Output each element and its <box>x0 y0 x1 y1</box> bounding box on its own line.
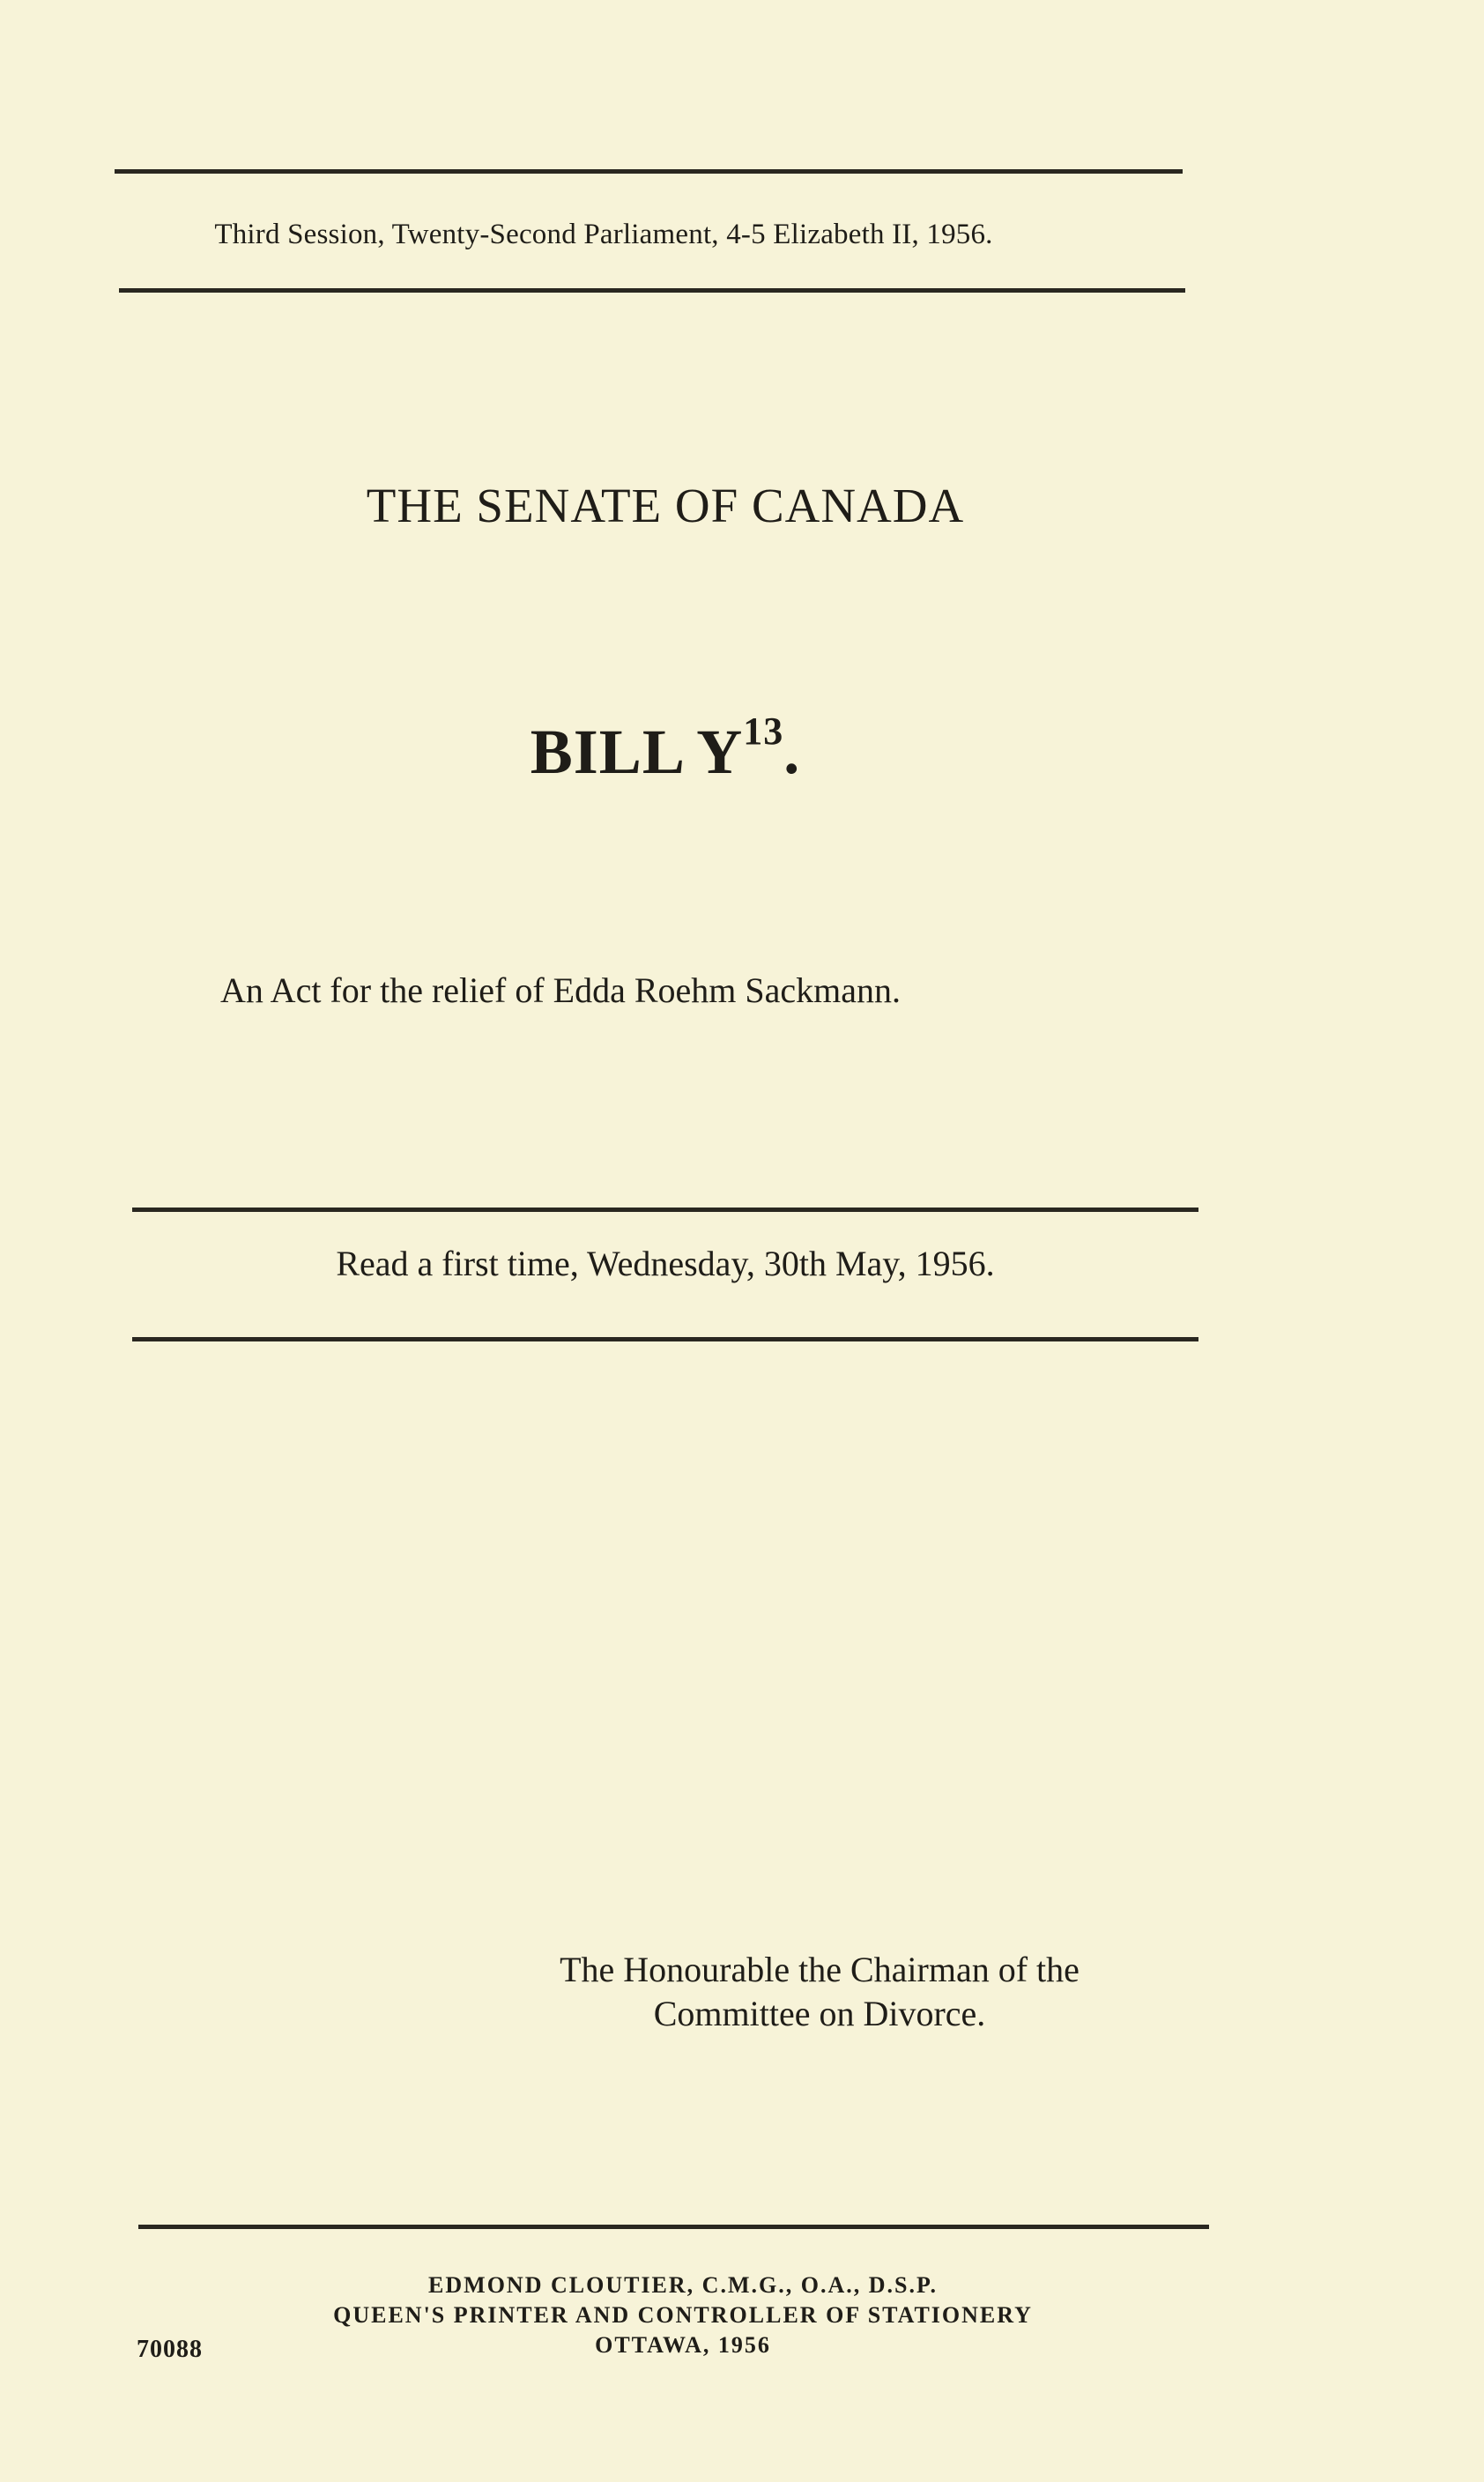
printer-imprint <box>220 2270 1146 2360</box>
bill-number: 13 <box>743 710 784 753</box>
senate-title: THE SENATE OF CANADA <box>366 479 965 532</box>
reading-rule-lower <box>132 1337 1198 1341</box>
bill-period: . <box>783 717 801 787</box>
top-rule-lower <box>119 288 1185 293</box>
top-rule-upper <box>115 169 1183 174</box>
session-line: Third Session, Twenty-Second Parliament, 4-5 Elizabeth II, 1956. <box>214 219 993 250</box>
reading-line: Read a first time, Wednesday, 30th May, 1956. <box>336 1244 995 1283</box>
sponsor-line-2: Committee on Divorce. <box>653 1994 986 2033</box>
print-code: 70088 <box>137 2336 203 2363</box>
bill-label: BILL Y <box>530 717 744 787</box>
printer-place: OTTAWA, 1956 <box>595 2332 771 2358</box>
reading-rule-upper <box>132 1208 1198 1212</box>
act-title: An Act for the relief of Edda Roehm Sackmann. <box>220 970 901 1010</box>
footer-rule <box>138 2225 1209 2229</box>
printer-title: QUEEN'S PRINTER AND CONTROLLER OF STATIONERY <box>333 2302 1033 2328</box>
printer-name: EDMOND CLOUTIER, C.M.G., O.A., D.S.P. <box>428 2272 938 2298</box>
sponsor <box>458 1948 1181 2036</box>
sponsor-line-1: The Honourable the Chairman of the <box>560 1950 1080 1989</box>
bill-title <box>176 710 1154 789</box>
